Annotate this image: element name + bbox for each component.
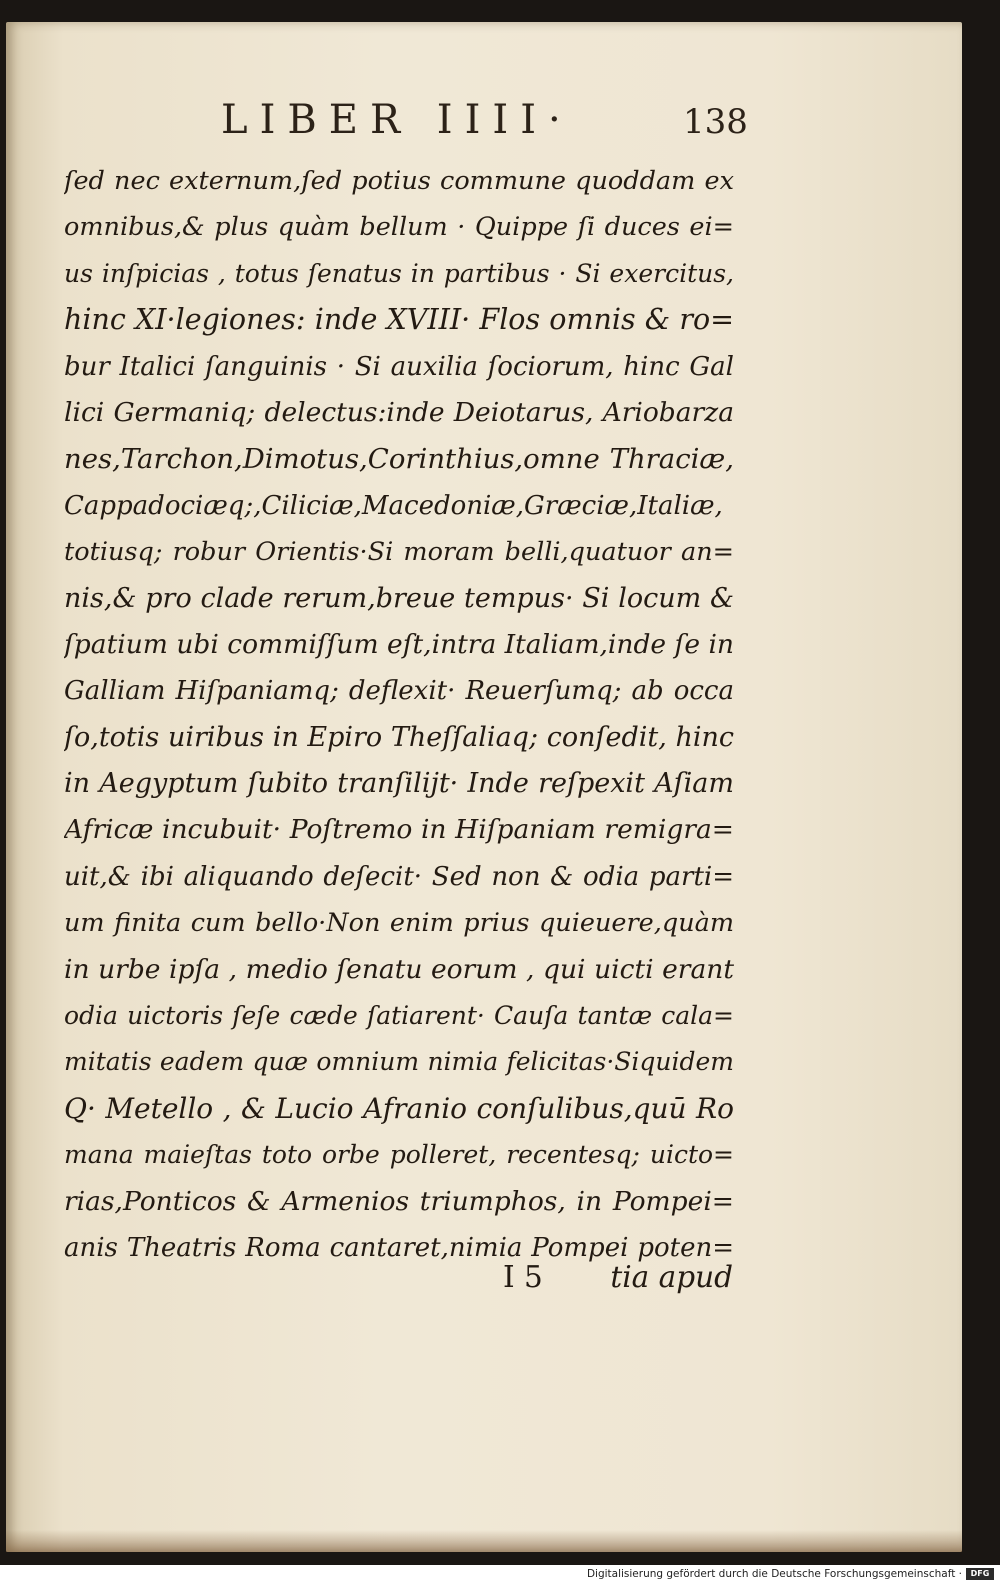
text-line: bur Italici ſanguinis · Si auxilia ſociorum, hinc Gal	[64, 351, 734, 382]
dfg-logo: DFG	[966, 1568, 994, 1580]
text-line: ſed nec externum,ſed potius commune quoddam ex	[64, 166, 734, 196]
catchline	[503, 1260, 733, 1306]
text-line: Galliam Hiſpaniamq; deflexit· Reuerſumq; ab occa	[64, 676, 734, 707]
text-line: nis,& pro clade rerum,breue tempus· Si locum &	[64, 582, 734, 614]
page-edge-shadow	[6, 1530, 962, 1552]
text-line: hinc XI·legiones: inde XVIII· Flos omnis & ro=	[64, 303, 734, 337]
footer-credit: Digitalisierung gefördert durch die Deutsche Forschungsgemeinschaft ·	[586, 1568, 962, 1580]
text-line: us inſpicias , totus ſenatus in partibus · Si exercitus,	[64, 258, 734, 288]
running-head: LIBER IIII·	[221, 97, 573, 143]
text-line: mana maieſtas toto orbe polleret, recentesq; uicto=	[64, 1140, 734, 1170]
text-line: totiusq; robur Orientis·Si moram belli,quatuor an=	[64, 537, 734, 568]
book-page	[6, 22, 962, 1552]
text-block	[64, 158, 734, 1271]
footer-bar	[0, 1565, 1000, 1584]
catchword: tia apud	[610, 1260, 733, 1294]
text-line: in urbe ipſa , medio ſenatu eorum , qui uicti erant	[64, 953, 734, 985]
text-line: ſpatium ubi commiſſum eſt,intra Italiam,inde ſe in	[64, 628, 734, 660]
text-line: lici Germaniq; delectus:inde Deiotarus, Ariobarza	[64, 396, 734, 428]
text-line: ſo,totis uiribus in Epiro Theſſaliaq; conſedit, hinc	[64, 721, 734, 753]
text-line: in Aegyptum ſubito tranſilijt· Inde reſpexit Aſiam	[64, 768, 734, 800]
text-line: uit,& ibi aliquando deſecit· Sed non & odia parti=	[64, 861, 734, 892]
text-line: odia uictoris ſeſe cæde ſatiarent· Cauſa tantæ cala=	[64, 1001, 734, 1031]
text-line: nes,Tarchon,Dimotus,Corinthius,omne Thraciæ,	[64, 443, 734, 476]
text-line: anis Theatris Roma cantaret,nimia Pompei poten=	[64, 1232, 734, 1263]
text-line: um finita cum bello·Non enim prius quieuere,quàm	[64, 908, 734, 939]
text-line: omnibus,& plus quàm bellum · Quippe ſi duces ei=	[64, 212, 734, 243]
text-line: Cappadociæq;,Ciliciæ,Macedoniæ,Græciæ,Italiæ,	[64, 490, 723, 521]
folio-number: 138	[683, 102, 748, 142]
text-line: mitatis eadem quæ omnium nimia felicitas·Siquidem	[64, 1047, 734, 1077]
text-line: rias,Ponticos & Armenios triumphos, in Pompei=	[64, 1185, 734, 1217]
text-line: Africæ incubuit· Poſtremo in Hiſpaniam remigra=	[64, 814, 734, 846]
signature-mark: I 5	[503, 1260, 543, 1294]
text-line: Q· Metello , & Lucio Afranio conſulibus,quū Ro	[64, 1091, 734, 1125]
